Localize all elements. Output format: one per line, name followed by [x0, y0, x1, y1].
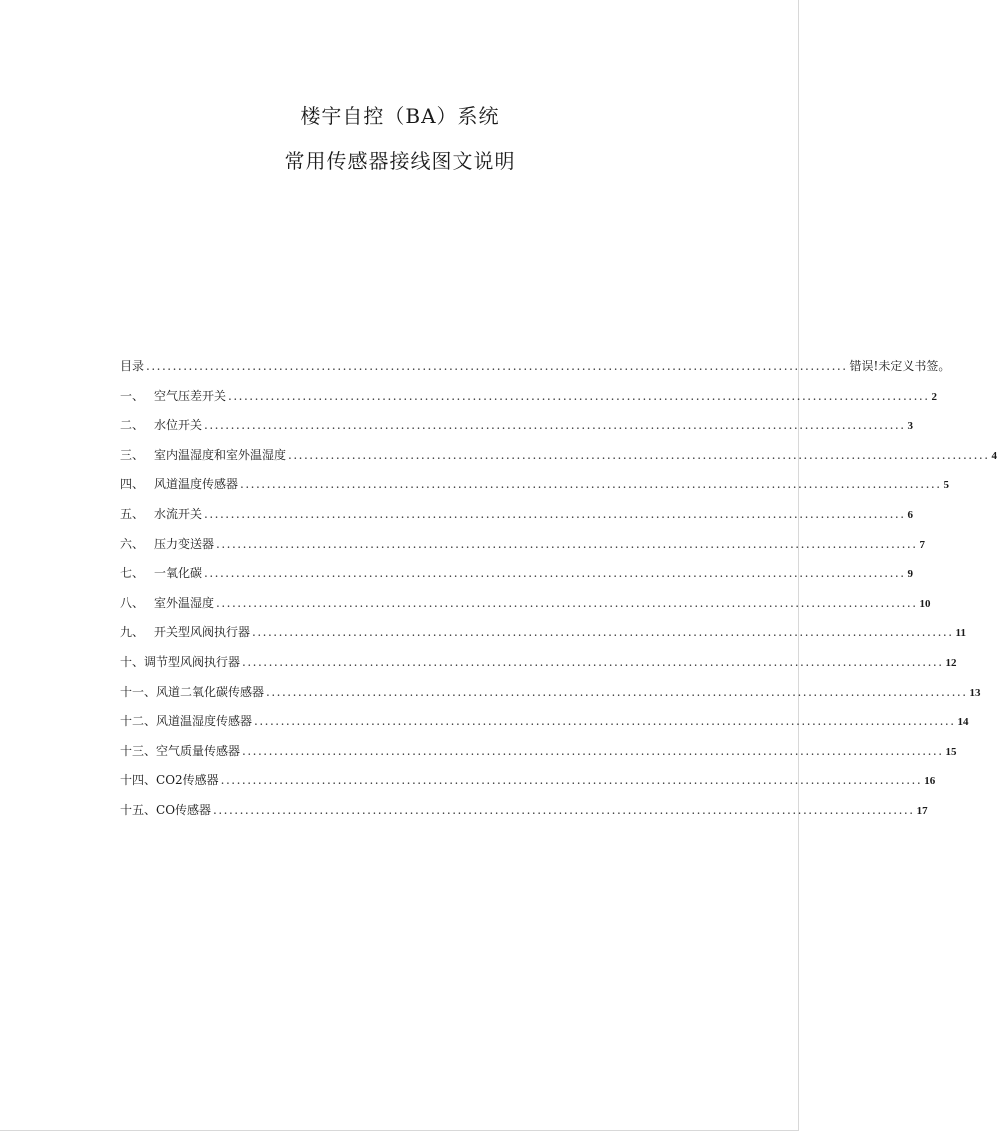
toc-entry-number: 十二、	[120, 714, 157, 729]
toc-entry-number: 八、	[120, 595, 145, 610]
toc-leader-dots: ....................................................................................................................................	[204, 566, 906, 581]
toc-entry-number: 十四、	[120, 773, 157, 788]
toc-entry-page: 7	[919, 538, 926, 551]
toc-entry[interactable]	[120, 594, 931, 624]
toc-entry-label: 室内温湿度和室外温湿度	[154, 447, 287, 462]
toc-entry-label: 一氧化碳	[154, 566, 203, 581]
toc-entry-number: 六、	[120, 536, 145, 551]
toc-entry-number: 五、	[120, 506, 145, 521]
toc-entry[interactable]	[120, 535, 926, 565]
toc-entry-label: 风道二氧化碳传感器	[156, 684, 265, 699]
toc-entry-page: 6	[907, 508, 914, 521]
toc-entry-label: 水位开关	[154, 418, 203, 433]
toc-leader-dots: ....................................................................................................................................	[242, 743, 944, 758]
toc-entry-number: 二、	[120, 418, 145, 433]
toc-entry-label: 空气质量传感器	[156, 743, 241, 758]
toc-entry[interactable]	[120, 801, 928, 831]
toc-entry-label: CO2传感器	[156, 773, 219, 788]
toc-entry-number: 九、	[120, 625, 145, 640]
toc-entry[interactable]	[120, 505, 914, 535]
toc-leader-dots: ....................................................................................................................................	[220, 773, 923, 788]
toc-entry[interactable]	[120, 564, 914, 594]
toc-leader-dots: ....................................................................................................................................	[242, 654, 944, 669]
toc-entry-page: 13	[969, 686, 981, 699]
toc-entry-page: 9	[907, 568, 914, 581]
toc-entry-page: 5	[943, 479, 950, 492]
toc-entry-page: 12	[945, 656, 957, 669]
toc-entry-page: 11	[955, 627, 966, 640]
toc-entry-page: 2	[931, 390, 938, 403]
toc-leader-dots: ....................................................................................................................................	[288, 447, 990, 462]
toc-entry[interactable]	[120, 446, 997, 476]
toc-entry[interactable]	[120, 742, 957, 772]
toc-entry-number: 一、	[120, 388, 145, 403]
toc-entry-page: 15	[945, 745, 957, 758]
toc-entry-number: 七、	[120, 566, 145, 581]
toc-entry[interactable]	[120, 653, 957, 683]
toc-entry-page: 10	[919, 597, 931, 610]
toc-entry[interactable]	[120, 623, 966, 653]
toc-entry-page: 17	[916, 804, 928, 817]
toc-leader-dots: ....................................................................................................................................	[216, 536, 918, 551]
toc-leader-dots: ....................................................................................................................................	[213, 802, 915, 817]
toc-leader-dots: ....................................................................................................................................	[240, 477, 942, 492]
toc-entry-label: 压力变送器	[154, 536, 215, 551]
toc-entry-label: 调节型风阀执行器	[144, 654, 241, 669]
toc-entry[interactable]	[120, 475, 950, 505]
toc-leader-dots: ....................................................................................................................................	[228, 388, 930, 403]
toc-leader-dots: ....................................................................................................................................	[216, 595, 918, 610]
toc-entry-number: 十三、	[120, 743, 157, 758]
toc-entry-page: 16	[924, 775, 936, 788]
toc-entry-number: 三、	[120, 447, 145, 462]
table-of-contents	[120, 357, 997, 831]
toc-entry[interactable]	[120, 712, 969, 742]
toc-leader-dots: ....................................................................................................................................	[254, 714, 956, 729]
toc-entry-label: 开关型风阀执行器	[154, 625, 251, 640]
toc-entry[interactable]	[120, 771, 936, 801]
toc-leader-dots: ....................................................................................................................................	[266, 684, 968, 699]
toc-entry-page: 4	[991, 449, 997, 462]
toc-leader-dots: ....................................................................................................................................	[204, 506, 906, 521]
toc-heading-label: 目录	[120, 359, 145, 373]
toc-entry-number: 四、	[120, 477, 145, 492]
toc-entry-page: 3	[907, 420, 914, 433]
toc-entry[interactable]	[120, 416, 914, 446]
toc-entry-number: 十、	[120, 654, 145, 669]
document-subtitle: 常用传感器接线图文说明	[284, 149, 516, 173]
toc-entry-label: 风道温度传感器	[154, 477, 239, 492]
toc-heading-page: 错误!未定义书签。	[849, 359, 951, 373]
toc-entry[interactable]	[120, 683, 981, 713]
toc-entry-label: 风道温湿度传感器	[156, 714, 253, 729]
toc-heading-row[interactable]	[120, 357, 951, 387]
toc-entry-label: 室外温湿度	[154, 595, 215, 610]
toc-leader-dots: ....................................................................................................................................	[204, 418, 906, 433]
toc-entry-number: 十一、	[120, 684, 157, 699]
toc-entry-label: 空气压差开关	[154, 388, 227, 403]
toc-entry-number: 十五、	[120, 802, 157, 817]
toc-entry-page: 14	[957, 716, 969, 729]
toc-entry[interactable]	[120, 387, 938, 417]
toc-entry-label: 水流开关	[154, 506, 203, 521]
toc-entry-label: CO传感器	[156, 802, 212, 817]
toc-leader-dots: ....................................................................................................................................	[146, 359, 848, 373]
document-title: 楼宇自控（BA）系统	[300, 104, 500, 128]
toc-leader-dots: ....................................................................................................................................	[252, 625, 954, 640]
